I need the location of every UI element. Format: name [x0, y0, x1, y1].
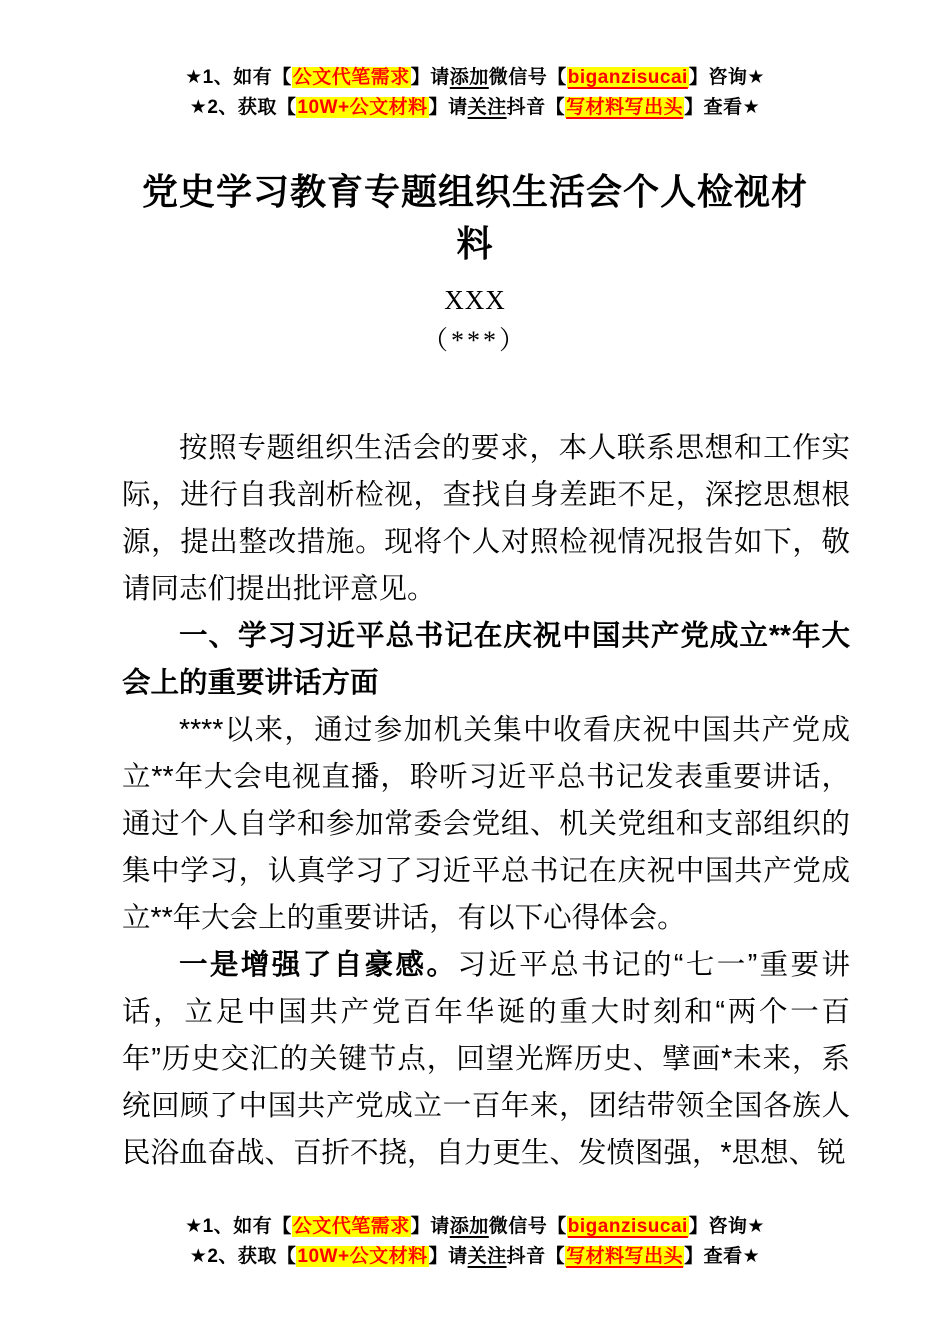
- date-placeholder: （***）: [421, 326, 528, 355]
- promo-text: ★2、获取【: [189, 97, 297, 118]
- document-body: [122, 425, 850, 1177]
- paragraph-pride-rest: 习近平总书记的“七一”重要讲话，立足中国共产党百年华诞的重大时刻和“两个一百年”历史交汇的关键节点，回望光辉历史、擘画*未来，系统回顾了中国共产党成立一百年来，团结带领全国各族人民浴血奋战、百折不挠，自力更生、发愤图强，*思想、锐: [122, 949, 850, 1169]
- promo-text: 】查看★: [684, 1246, 761, 1267]
- highlighted-douyin-account: 写材料写出头: [566, 97, 684, 118]
- promo-text: ★1、如有【: [185, 67, 292, 88]
- promo-text: 微信号【: [488, 67, 567, 88]
- section-heading-1: 一、学习习近平总书记在庆祝中国共产党成立**年大会上的重要讲话方面: [122, 620, 850, 699]
- promo-header-line-1: [0, 63, 950, 93]
- promo-text: 】查看★: [684, 97, 761, 118]
- paragraph-pride-lead: 一是增强了自豪感。: [179, 949, 458, 981]
- underlined-action-word: 添加: [449, 1216, 489, 1237]
- promo-text: 】咨询★: [688, 1216, 765, 1237]
- highlighted-wechat-account: biganzisucai: [567, 1216, 688, 1237]
- highlighted-keyword: 公文代笔需求: [292, 1216, 410, 1237]
- paragraph-pride: [122, 942, 850, 1177]
- promo-footer: [0, 1212, 950, 1272]
- promo-text: 】请: [428, 97, 468, 118]
- highlighted-keyword: 公文代笔需求: [292, 67, 410, 88]
- underlined-action-word: 关注: [467, 1246, 507, 1267]
- promo-header: [0, 0, 950, 123]
- promo-header-line-2: [0, 93, 950, 123]
- highlighted-douyin-account: 写材料写出头: [566, 1246, 684, 1267]
- promo-text: ★1、如有【: [185, 1216, 292, 1237]
- promo-footer-line-2: [0, 1242, 950, 1272]
- promo-text: 】请: [428, 1246, 468, 1267]
- paragraph-study: ****以来，通过参加机关集中收看庆祝中国共产党成立**年大会电视直播，聆听习近平总书记发表重要讲话，通过个人自学和参加常委会党组、机关党组和支部组织的集中学习，认真学习了习近平总书记在庆祝中国共产党成立**年大会上的重要讲话，有以下心得体会。: [122, 714, 850, 934]
- underlined-action-word: 关注: [467, 97, 507, 118]
- promo-text: 抖音【: [506, 97, 566, 118]
- promo-text: 】咨询★: [688, 67, 765, 88]
- promo-footer-line-1: [0, 1212, 950, 1242]
- document-title: 党史学习教育专题组织生活会个人检视材料: [141, 171, 808, 264]
- paragraph-intro: 按照专题组织生活会的要求，本人联系思想和工作实际，进行自我剖析检视，查找自身差距不足，深挖思想根源，提出整改措施。现将个人对照检视情况报告如下，敬请同志们提出批评意见。: [122, 432, 850, 605]
- promo-text: 抖音【: [506, 1246, 566, 1267]
- author-placeholder: XXX: [444, 285, 506, 315]
- promo-text: 】请: [410, 1216, 450, 1237]
- highlighted-keyword: 10W+公文材料: [297, 97, 428, 118]
- highlighted-keyword: 10W+公文材料: [297, 1246, 428, 1267]
- highlighted-wechat-account: biganzisucai: [567, 67, 688, 88]
- promo-text: 微信号【: [488, 1216, 567, 1237]
- promo-text: 】请: [410, 67, 450, 88]
- underlined-action-word: 添加: [449, 67, 489, 88]
- promo-text: ★2、获取【: [189, 1246, 297, 1267]
